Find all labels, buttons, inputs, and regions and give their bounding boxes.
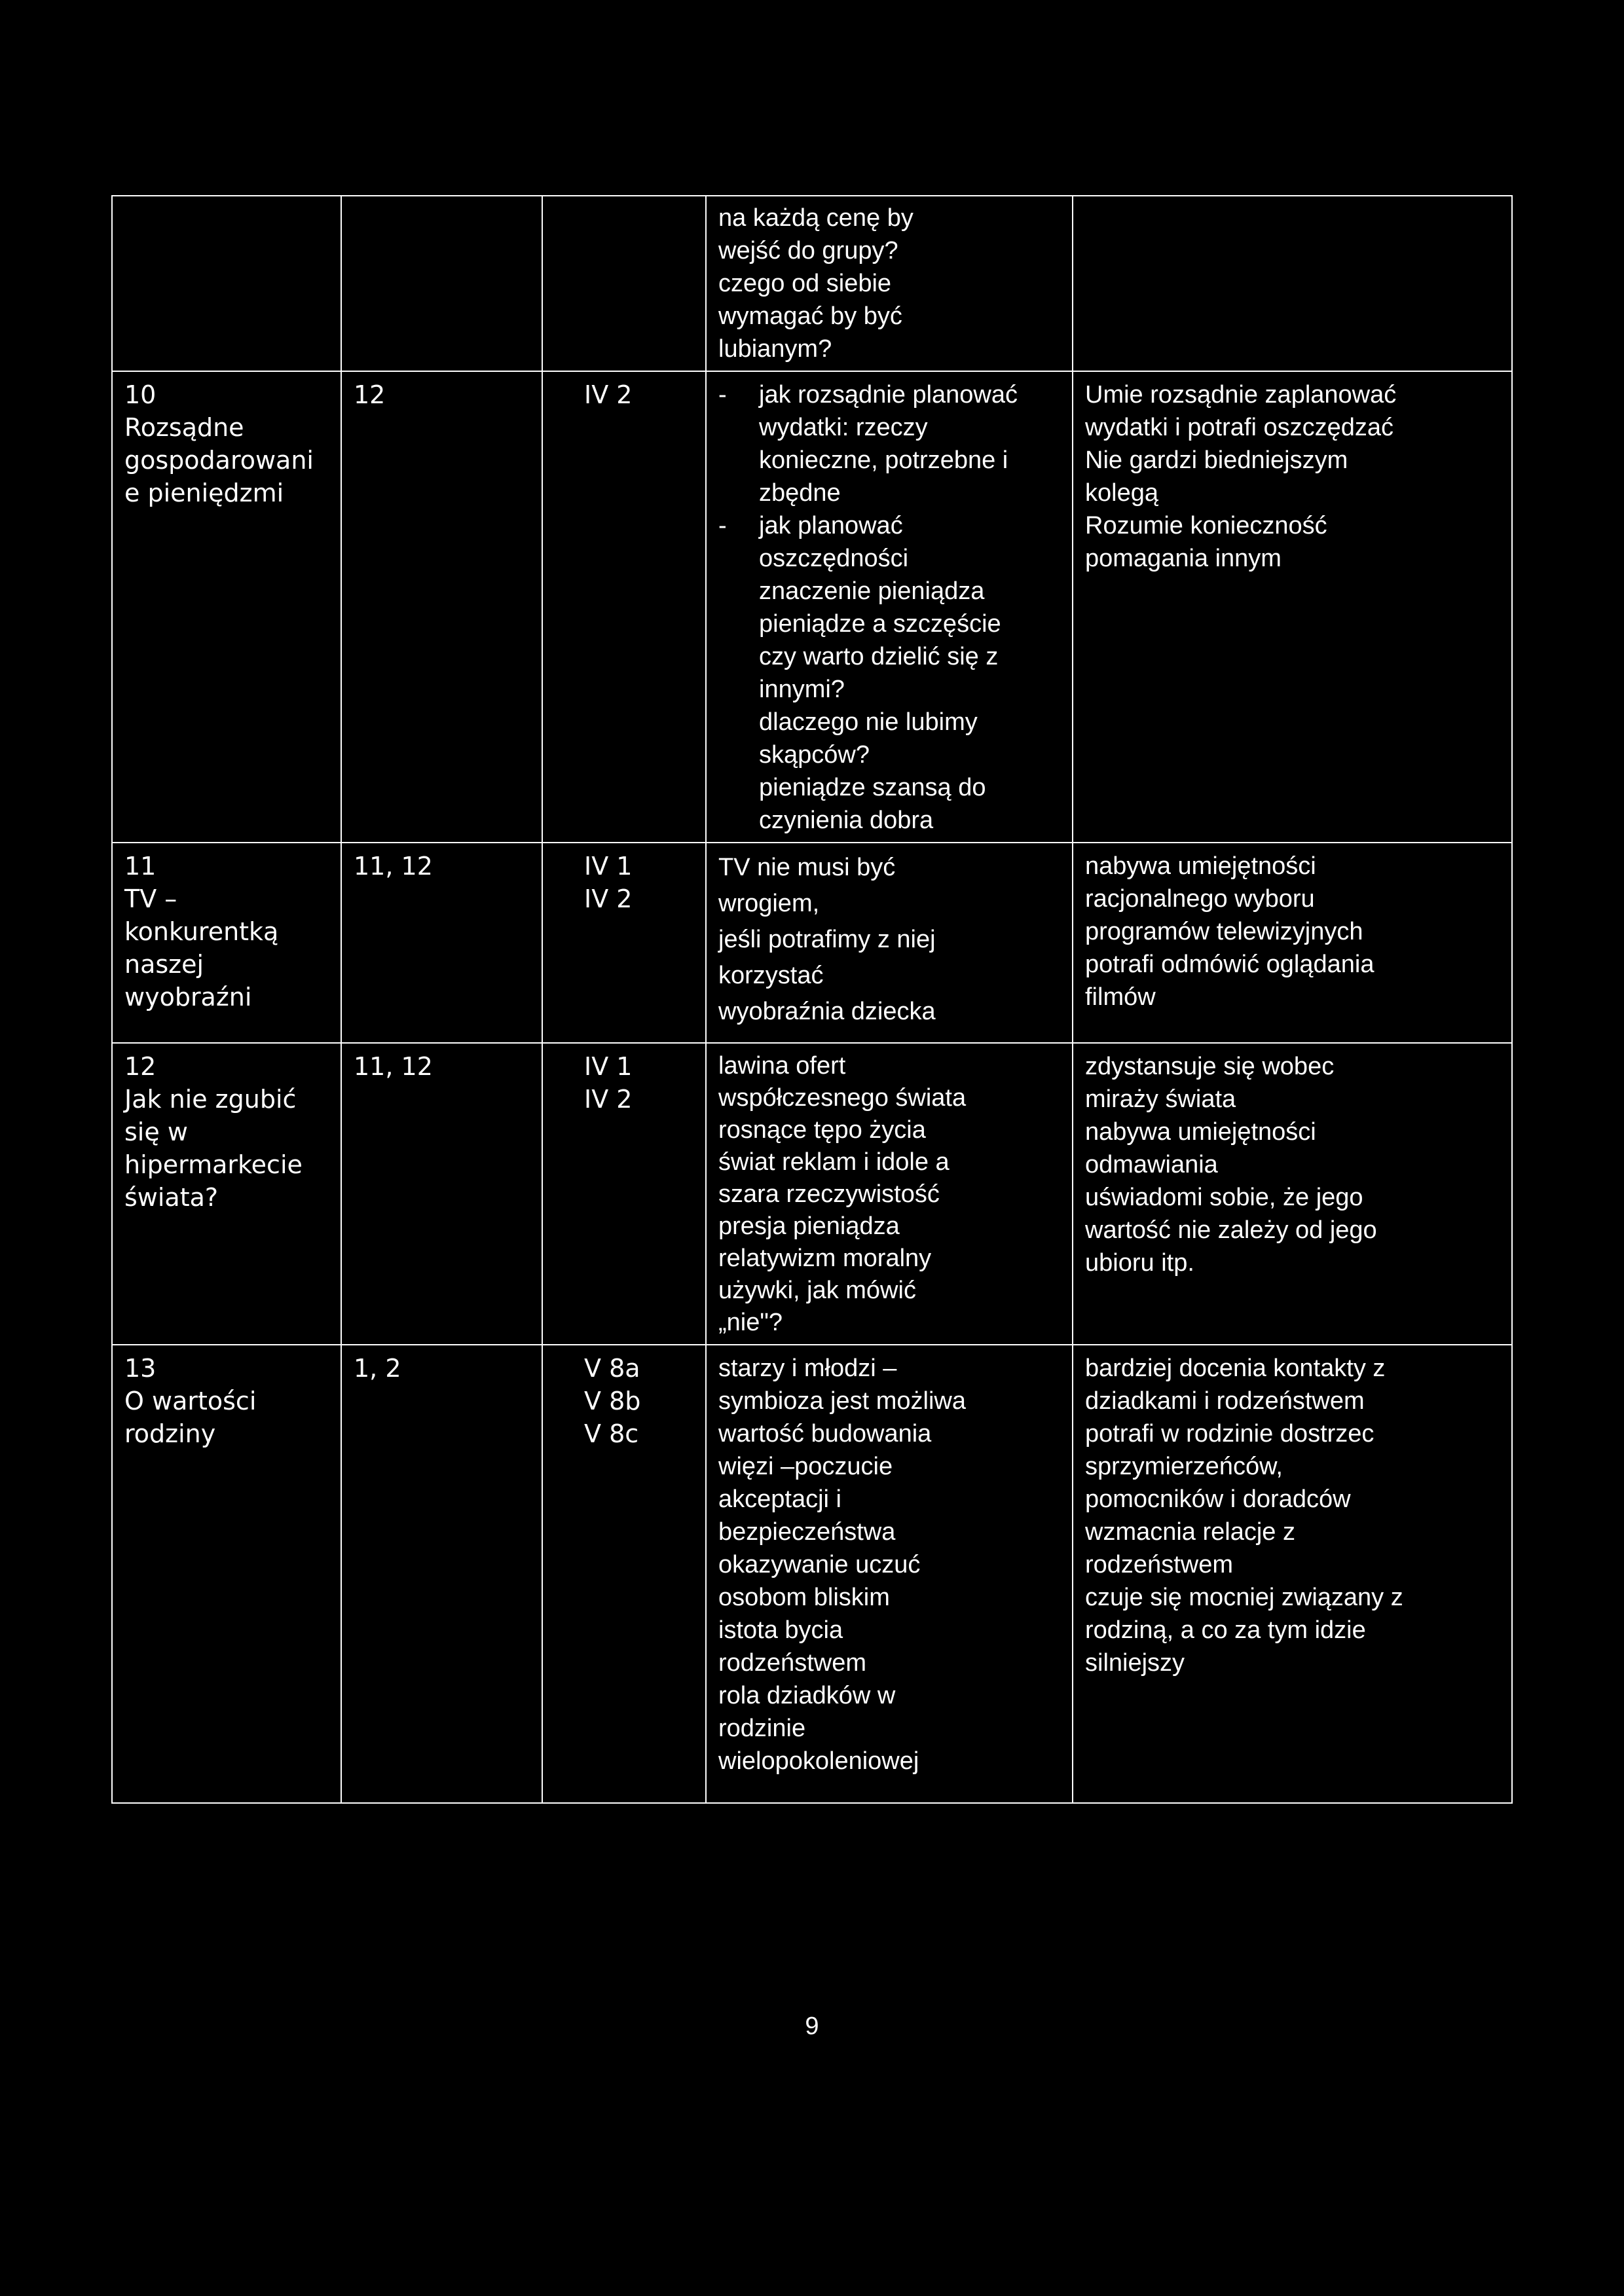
outcome-line: odmawiania [1085,1151,1218,1178]
content-line: wejść do grupy? [718,237,898,264]
outcome-line: potrafi w rodzinie dostrzec [1085,1420,1375,1448]
curriculum-table [111,195,1513,1804]
outcome-line: zdystansuje się wobec [1085,1053,1335,1080]
content-line: zbędne [759,479,841,507]
content-line: pieniądze szansą do [759,774,986,801]
lesson-number: 12 [124,1052,157,1081]
content-line: znaczenie pieniądza [759,577,985,605]
lesson-number: 13 [124,1354,157,1383]
content-line: starzy i młodzi – [718,1355,897,1382]
content-line: rodzinie [718,1715,806,1742]
content-line: lubianym? [718,335,832,363]
outcome-line: Rozumie konieczność [1085,512,1327,539]
units-cell [542,196,706,371]
content-line: presja pieniądza [718,1212,900,1240]
unit-code: IV 2 [584,884,633,913]
content-line: symbioza jest możliwa [718,1387,966,1415]
content-line: jak rozsądnie planować [759,381,1018,409]
content-line: oszczędności [759,545,909,572]
unit-code: V 8b [584,1387,641,1415]
hours-value: 1, 2 [354,1354,401,1383]
content-line: czy warto dzielić się z [759,643,999,670]
hours-cell [341,1043,542,1345]
content-line: pieniądze a szczęście [759,610,1001,638]
outcome-line: pomagania innym [1085,545,1282,572]
outcome-line: wydatki i potrafi oszczędzać [1085,414,1393,441]
hours-value: 11, 12 [354,1052,433,1081]
outcomes-cell [1073,1043,1512,1345]
lesson-title-line: gospodarowani [124,446,314,475]
content-line: więzi –poczucie [718,1453,893,1480]
units-cell [542,1345,706,1803]
table-row-continuation [112,196,1512,371]
hours-cell [341,1345,542,1803]
units-cell [542,1043,706,1345]
lesson-title-line: konkurentką [124,917,279,946]
content-dash-item [718,509,1060,542]
content-line: bezpieczeństwa [718,1518,896,1546]
content-line: TV nie musi być [718,854,896,881]
table-row-lesson-12 [112,1043,1512,1345]
lesson-title-line: naszej [124,950,204,979]
table-row-lesson-13 [112,1345,1512,1803]
unit-code: IV 1 [584,1052,633,1081]
hours-cell [341,196,542,371]
content-line: rodzeństwem [718,1649,866,1677]
content-line: innymi? [759,676,845,703]
topic-cell [112,843,341,1043]
content-line: jak planować [759,512,903,539]
unit-code: IV 1 [584,852,633,881]
lesson-title-line: świata? [124,1183,219,1212]
content-line: „nie"? [718,1309,783,1336]
content-line: szara rzeczywistość [718,1180,940,1208]
topic-cell [112,196,341,371]
outcome-line: nabywa umiejętności [1085,1118,1316,1146]
outcome-line: nabywa umiejętności [1085,852,1316,880]
outcome-line: rodziną, a co za tym idzie [1085,1616,1366,1644]
content-line: korzystać [718,962,824,989]
content-cell [706,843,1073,1043]
content-line: dlaczego nie lubimy [759,708,978,736]
lesson-title-line: się w [124,1118,188,1146]
content-line: czego od siebie [718,270,892,297]
content-line: na każdą cenę by [718,204,913,232]
lesson-title-line: rodziny [124,1419,216,1448]
outcome-line: sprzymierzeńców, [1085,1453,1283,1480]
content-line: czynienia dobra [759,807,934,834]
content-cell [706,371,1073,843]
lesson-title-line: wyobraźni [124,983,252,1011]
content-line: relatywizm moralny [718,1245,932,1272]
content-line: rola dziadków w [718,1682,896,1709]
content-dash-item [718,378,1060,411]
hours-cell [341,843,542,1043]
outcome-line: bardziej docenia kontakty z [1085,1355,1386,1382]
content-line: współczesnego świata [718,1084,967,1112]
outcome-line: pomocników i doradców [1085,1485,1351,1513]
outcomes-cell [1073,843,1512,1043]
lesson-number: 11 [124,852,157,881]
content-line: wyobraźnia dziecka [718,998,936,1025]
outcomes-cell [1073,196,1512,371]
content-line: wydatki: rzeczy [759,414,928,441]
content-line: skąpców? [759,741,870,769]
content-line: wielopokoleniowej [718,1747,919,1775]
hours-value: 12 [354,380,386,409]
content-cell [706,1043,1073,1345]
outcome-line: Nie gardzi biedniejszym [1085,446,1348,474]
outcome-line: uświadomi sobie, że jego [1085,1184,1363,1211]
content-line: istota bycia [718,1616,843,1644]
table-row-lesson-10 [112,371,1512,843]
content-line: rosnące tępo życia [718,1116,926,1144]
unit-code: IV 2 [584,380,633,409]
content-line: wymagać by być [718,302,902,330]
lesson-title-line: Jak nie zgubić [124,1085,297,1114]
outcome-line: miraży świata [1085,1085,1236,1113]
content-line: akceptacji i [718,1485,841,1513]
topic-cell [112,371,341,843]
lesson-title-line: O wartości [124,1387,257,1415]
hours-value: 11, 12 [354,852,433,881]
content-line: osobom bliskim [718,1584,890,1611]
content-line: świat reklam i idole a [718,1148,950,1176]
content-line: konieczne, potrzebne i [759,446,1008,474]
outcome-line: rodzeństwem [1085,1551,1233,1578]
content-line: wrogiem, [718,890,820,917]
content-cell [706,1345,1073,1803]
outcome-line: czuje się mocniej związany z [1085,1584,1403,1611]
unit-code: IV 2 [584,1085,633,1114]
outcome-line: programów telewizyjnych [1085,918,1363,945]
outcome-line: ubioru itp. [1085,1249,1194,1277]
units-cell [542,843,706,1043]
content-line: wartość budowania [718,1420,932,1448]
outcome-line: potrafi odmówić oglądania [1085,951,1375,978]
outcome-line: dziadkami i rodzeństwem [1085,1387,1365,1415]
units-cell [542,371,706,843]
outcome-line: silniejszy [1085,1649,1185,1677]
dash-mark: - [718,512,727,539]
topic-cell [112,1345,341,1803]
content-line: używki, jak mówić [718,1277,916,1304]
lesson-title-line: Rozsądne [124,413,244,442]
content-line: jeśli potrafimy z niej [718,926,936,953]
lesson-title-line: hipermarkecie [124,1150,303,1179]
lesson-title-line: TV – [124,884,177,913]
outcome-line: kolegą [1085,479,1158,507]
outcome-line: wartość nie zależy od jego [1085,1216,1377,1244]
outcome-line: filmów [1085,983,1156,1011]
hours-cell [341,371,542,843]
outcome-line: Umie rozsądnie zaplanować [1085,381,1397,409]
page-number: 9 [805,2013,819,2040]
unit-code: V 8a [584,1354,640,1383]
outcomes-cell [1073,371,1512,843]
content-cell [706,196,1073,371]
content-line: lawina ofert [718,1052,846,1080]
dash-mark: - [718,381,727,409]
outcome-line: wzmacnia relacje z [1085,1518,1295,1546]
unit-code: V 8c [584,1419,639,1448]
outcome-line: racjonalnego wyboru [1085,885,1315,913]
table-row-lesson-11 [112,843,1512,1043]
content-line: okazywanie uczuć [718,1551,921,1578]
outcomes-cell [1073,1345,1512,1803]
lesson-title-line: e pieniędzmi [124,479,284,507]
lesson-number: 10 [124,380,157,409]
topic-cell [112,1043,341,1345]
